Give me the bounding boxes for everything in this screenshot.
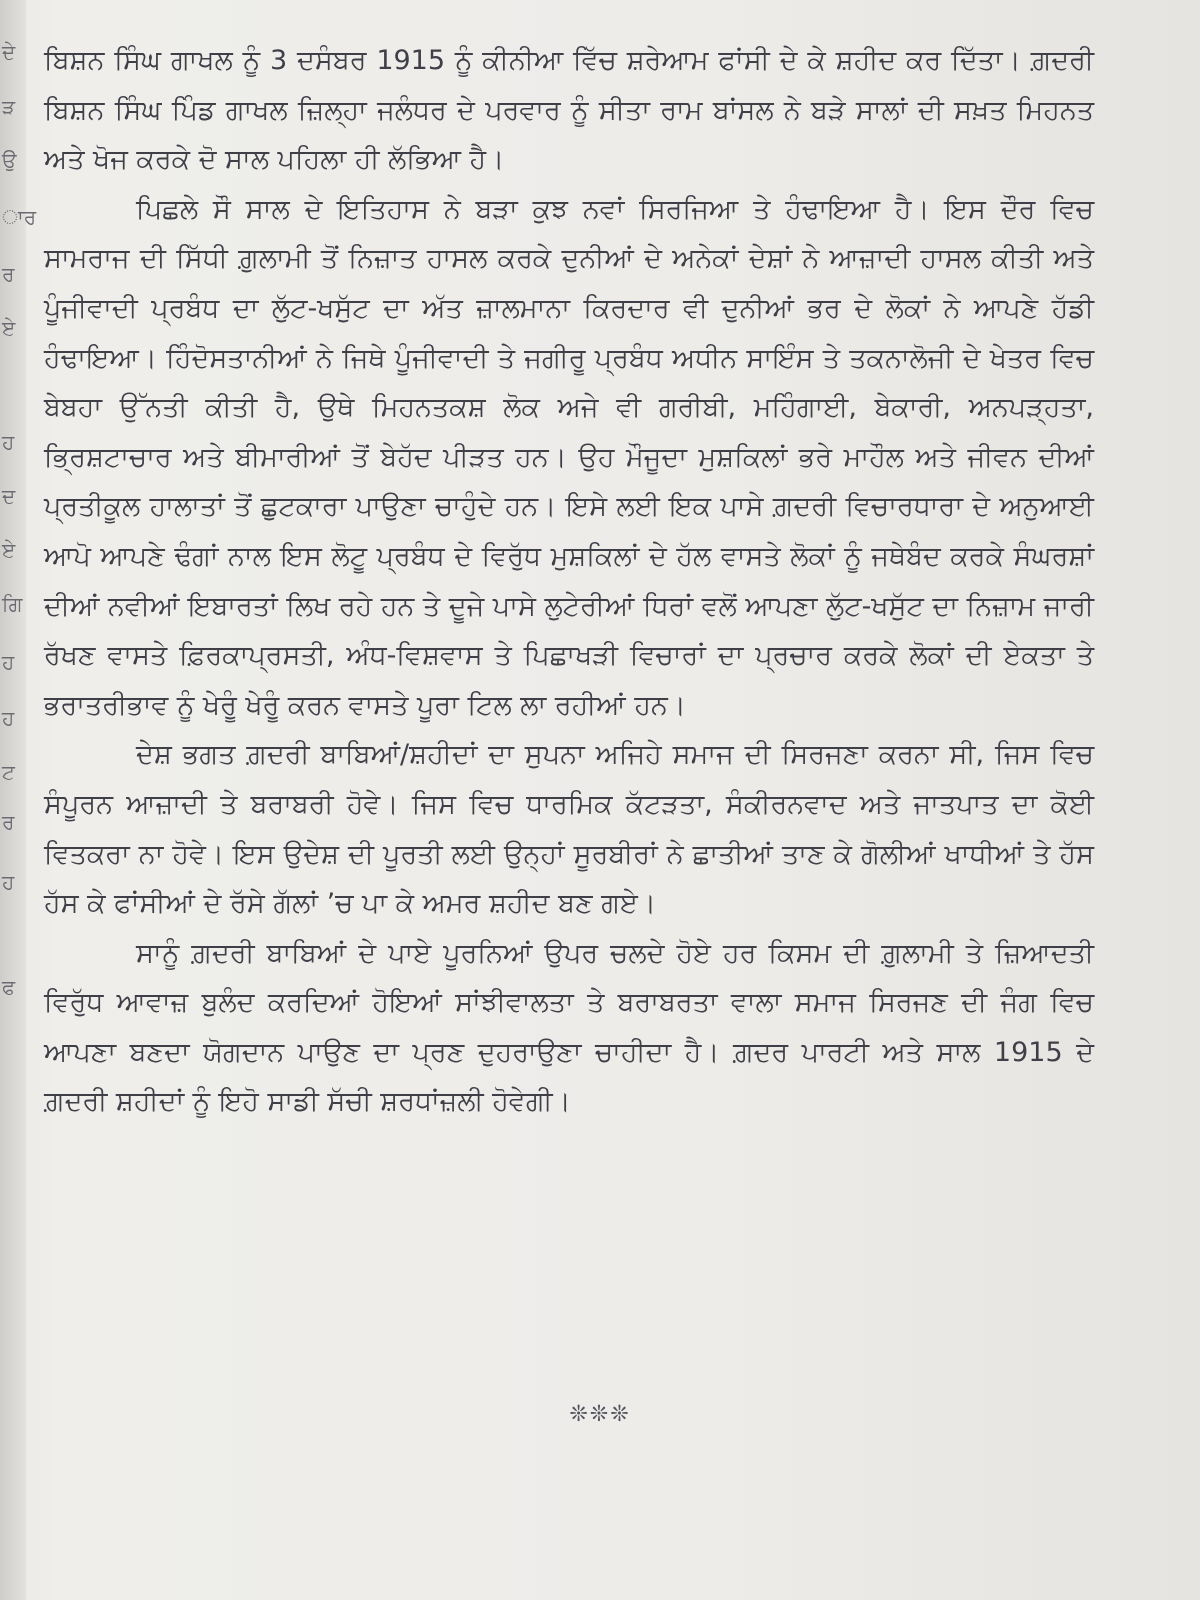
paragraph-2: ਪਿਛਲੇ ਸੌ ਸਾਲ ਦੇ ਇਤਿਹਾਸ ਨੇ ਬੜਾ ਕੁਝ ਨਵਾਂ ਸਿਰਜਿਆ ਤੇ ਹੰਢਾਇਆ ਹੈ। ਇਸ ਦੌਰ ਵਿਚ ਸਾਮਰਾਜ ਦੀ ਸਿੱਧੀ ਗ਼ੁਲਾਮੀ ਤੋਂ ਨਿਜ਼ਾਤ ਹਾਸਲ ਕਰਕੇ ਦੁਨੀਆਂ ਦੇ ਅਨੇਕਾਂ ਦੇਸ਼ਾਂ ਨੇ ਆਜ਼ਾਦੀ ਹਾਸਲ ਕੀਤੀ ਅਤੇ ਪੂੰਜੀਵਾਦੀ ਪ੍ਰਬੰਧ ਦਾ ਲੁੱਟ-ਖਸੁੱਟ ਦਾ ਅੱਤ ਜ਼ਾਲਮਾਨਾ ਕਿਰਦਾਰ ਵੀ ਦੁਨੀਆਂ ਭਰ ਦੇ ਲੋਕਾਂ ਨੇ ਆਪਣੇ ਹੱਡੀ ਹੰਢਾਇਆ। ਹਿੰਦੋਸਤਾਨੀਆਂ ਨੇ ਜਿਥੇ ਪੂੰਜੀਵਾਦੀ ਤੇ ਜਗੀਰੂ ਪ੍ਰਬੰਧ ਅਧੀਨ ਸਾਇੰਸ ਤੇ ਤਕਨਾਲੋਜੀ ਦੇ ਖੇਤਰ ਵਿਚ ਬੇਬਹਾ ਉੱਨਤੀ ਕੀਤੀ ਹੈ, ਉਥੇ ਮਿਹਨਤਕਸ਼ ਲੋਕ ਅਜੇ ਵੀ ਗਰੀਬੀ, ਮਹਿੰਗਾਈ, ਬੇਕਾਰੀ, ਅਨਪੜ੍ਹਤਾ, ਭ੍ਰਿਸ਼ਟਾਚਾਰ ਅਤੇ ਬੀਮਾਰੀਆਂ ਤੋਂ ਬੇਹੱਦ ਪੀੜਤ ਹਨ। ਉਹ ਮੌਜੂਦਾ ਮੁਸ਼ਕਿਲਾਂ ਭਰੇ ਮਾਹੌਲ ਅਤੇ ਜੀਵਨ ਦੀਆਂ ਪ੍ਰਤੀਕੂਲ ਹਾਲਾਤਾਂ ਤੋਂ ਛੁਟਕਾਰਾ ਪਾਉਣਾ ਚਾਹੁੰਦੇ ਹਨ। ਇਸੇ ਲਈ ਇਕ ਪਾਸੇ ਗ਼ਦਰੀ ਵਿਚਾਰਧਾਰਾ ਦੇ ਅਨੁਆਈ ਆਪੋ ਆਪਣੇ ਢੰਗਾਂ ਨਾਲ ਇਸ ਲੋਟੂ ਪ੍ਰਬੰਧ ਦੇ ਵਿਰੁੱਧ ਮੁਸ਼ਕਿਲਾਂ ਦੇ ਹੱਲ ਵਾਸਤੇ ਲੋਕਾਂ ਨੂੰ ਜਥੇਬੰਦ ਕਰਕੇ ਸੰਘਰਸ਼ਾਂ ਦੀਆਂ ਨਵੀਆਂ ਇਬਾਰਤਾਂ ਲਿਖ ਰਹੇ ਹਨ ਤੇ ਦੂਜੇ ਪਾਸੇ ਲੁਟੇਰੀਆਂ ਧਿਰਾਂ ਵਲੋਂ ਆਪਣਾ ਲੁੱਟ-ਖਸੁੱਟ ਦਾ ਨਿਜ਼ਾਮ ਜਾਰੀ ਰੱਖਣ ਵਾਸਤੇ ਫ਼ਿਰਕਾਪ੍ਰਸਤੀ, ਅੰਧ-ਵਿਸ਼ਵਾਸ ਤੇ ਪਿਛਾਖੜੀ ਵਿਚਾਰਾਂ ਦਾ ਪ੍ਰਚਾਰ ਕਰਕੇ ਲੋਕਾਂ ਦੀ ਏਕਤਾ ਤੇ ਭਰਾਤਰੀਭਾਵ ਨੂੰ ਖੇਰੂੰ ਖੇਰੂੰ ਕਰਨ ਵਾਸਤੇ ਪੂਰਾ ਟਿਲ ਲਾ ਰਹੀਆਂ ਹਨ। (44, 193, 1094, 721)
margin-fragment: ਏ (2, 316, 16, 340)
margin-fragment: ਰ (2, 262, 15, 286)
margin-fragment: ਹ (2, 430, 15, 454)
margin-fragment: ੜ (2, 95, 16, 119)
section-end-ornament: ❊❊❊ (569, 1402, 631, 1427)
margin-fragment: ਹ (2, 706, 15, 730)
paragraph-3: ਦੇਸ਼ ਭਗਤ ਗ਼ਦਰੀ ਬਾਬਿਆਂ/ਸ਼ਹੀਦਾਂ ਦਾ ਸੁਪਨਾ ਅਜਿਹੇ ਸਮਾਜ ਦੀ ਸਿਰਜਣਾ ਕਰਨਾ ਸੀ, ਜਿਸ ਵਿਚ ਸੰਪੂਰਨ ਆਜ਼ਾਦੀ ਤੇ ਬਰਾਬਰੀ ਹੋਵੇ। ਜਿਸ ਵਿਚ ਧਾਰਮਿਕ ਕੱਟੜਤਾ, ਸੰਕੀਰਨਵਾਦ ਅਤੇ ਜਾਤਪਾਤ ਦਾ ਕੋਈ ਵਿਤਕਰਾ ਨਾ ਹੋਵੇ। ਇਸ ਉਦੇਸ਼ ਦੀ ਪੂਰਤੀ ਲਈ ਉਨ੍ਹਾਂ ਸੂਰਬੀਰਾਂ ਨੇ ਛਾਤੀਆਂ ਤਾਣ ਕੇ ਗੋਲੀਆਂ ਖਾਧੀਆਂ ਤੇ ਹੱਸ ਹੱਸ ਕੇ ਫਾਂਸੀਆਂ ਦੇ ਰੱਸੇ ਗੱਲਾਂ ’ਚ ਪਾ ਕੇ ਅਮਰ ਸ਼ਹੀਦ ਬਣ ਗਏ। (44, 739, 1094, 920)
margin-fragment: ਦੇ (2, 40, 16, 64)
body-text (44, 36, 1094, 1127)
margin-fragment: ਹ (2, 650, 15, 674)
margin-fragment: ਗਿ (2, 592, 23, 616)
paragraph-1: ਬਿਸ਼ਨ ਸਿੰਘ ਗਾਖਲ ਨੂੰ 3 ਦਸੰਬਰ 1915 ਨੂੰ ਕੀਨੀਆ ਵਿੱਚ ਸ਼ਰੇਆਮ ਫਾਂਸੀ ਦੇ ਕੇ ਸ਼ਹੀਦ ਕਰ ਦਿੱਤਾ। ਗ਼ਦਰੀ ਬਿਸ਼ਨ ਸਿੰਘ ਪਿੰਡ ਗਾਖਲ ਜ਼ਿਲ੍ਹਾ ਜਲੰਧਰ ਦੇ ਪਰਵਾਰ ਨੂੰ ਸੀਤਾ ਰਾਮ ਬਾਂਸਲ ਨੇ ਬੜੇ ਸਾਲਾਂ ਦੀ ਸਖ਼ਤ ਮਿਹਨਤ ਅਤੇ ਖੋਜ ਕਰਕੇ ਦੋ ਸਾਲ ਪਹਿਲਾ ਹੀ ਲੱਭਿਆ ਹੈ। (44, 45, 1094, 176)
margin-fragment: ਫ (2, 975, 16, 999)
margin-fragment: ਟ (2, 760, 15, 784)
margin-fragment: ਾਰ (2, 205, 37, 229)
margin-fragment: ਏ (2, 538, 16, 562)
margin-fragment: ਉ (2, 148, 17, 172)
margin-fragment: ਰ (2, 810, 15, 834)
facing-page-gutter (0, 0, 37, 1600)
margin-fragment: ਹ (2, 870, 15, 894)
paragraph-4: ਸਾਨੂੰ ਗ਼ਦਰੀ ਬਾਬਿਆਂ ਦੇ ਪਾਏ ਪੂਰਨਿਆਂ ਉਪਰ ਚਲਦੇ ਹੋਏ ਹਰ ਕਿਸਮ ਦੀ ਗ਼ੁਲਾਮੀ ਤੇ ਜ਼ਿਆਦਤੀ ਵਿਰੁੱਧ ਆਵਾਜ਼ ਬੁਲੰਦ ਕਰਦਿਆਂ ਹੋਇਆਂ ਸਾਂਝੀਵਾਲਤਾ ਤੇ ਬਰਾਬਰਤਾ ਵਾਲਾ ਸਮਾਜ ਸਿਰਜਣ ਦੀ ਜੰਗ ਵਿਚ ਆਪਣਾ ਬਣਦਾ ਯੋਗਦਾਨ ਪਾਉਣ ਦਾ ਪ੍ਰਣ ਦੁਹਰਾਉਣਾ ਚਾਹੀਦਾ ਹੈ। ਗ਼ਦਰ ਪਾਰਟੀ ਅਤੇ ਸਾਲ 1915 ਦੇ ਗ਼ਦਰੀ ਸ਼ਹੀਦਾਂ ਨੂੰ ਇਹੋ ਸਾਡੀ ਸੱਚੀ ਸ਼ਰਧਾਂਜ਼ਲੀ ਹੋਵੇਗੀ। (44, 937, 1094, 1118)
margin-fragment: ਦ (2, 484, 16, 508)
